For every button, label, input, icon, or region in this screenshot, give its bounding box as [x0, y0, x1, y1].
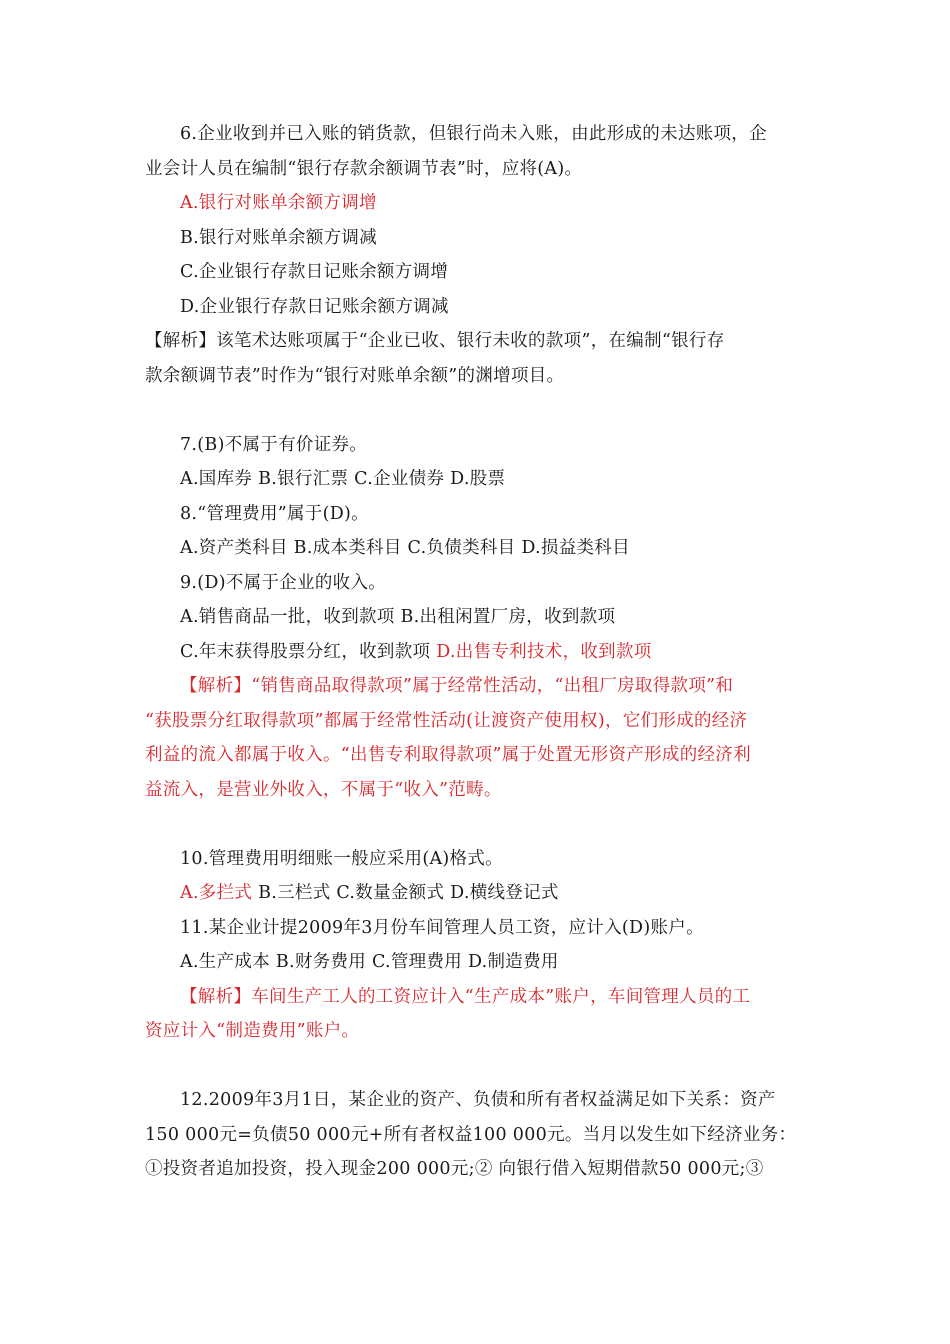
q7-stem: 7.(B)不属于有价证券。: [180, 435, 368, 455]
q8-stem: 8.“管理费用”属于(D)。: [180, 504, 369, 524]
q11-analysis-line2: 资应计入“制造费用”账户。: [145, 1021, 360, 1041]
q12-line1: 12.2009年3月1日，某企业的资产、负债和所有者权益满足如下关系：资产: [180, 1090, 776, 1110]
q8-options: A.资产类科目 B.成本类科目 C.负债类科目 D.损益类科目: [180, 538, 630, 558]
q6-analysis-line2: 款余额调节表”时作为“银行对账单余额”的渊增项目。: [145, 366, 565, 386]
q9-options-line2: [180, 640, 652, 664]
q6-analysis-line1: 【解析】该笔术达账项属于“企业已收、银行未收的款项”，在编制“银行存: [145, 331, 725, 351]
q10-stem: 10.管理费用明细账一般应采用(A)格式。: [180, 849, 503, 869]
q11-options: A.生产成本 B.财务费用 C.管理费用 D.制造费用: [180, 952, 559, 972]
q9-stem: 9.(D)不属于企业的收入。: [180, 573, 387, 593]
q9-analysis-line1: 【解析】“销售商品取得款项”属于经常性活动，“出租厂房取得款项”和: [180, 676, 734, 696]
q12-line2: 150 000元=负债50 000元+所有者权益100 000元。当月以发生如下经济业务：: [145, 1125, 797, 1145]
q6-option-b: B.银行对账单余额方调减: [180, 228, 378, 248]
q12-line3: ①投资者追加投资，投入现金200 000元;② 向银行借入短期借款50 000元;③: [145, 1159, 764, 1179]
q6-option-c: C.企业银行存款日记账余额方调增: [180, 262, 449, 282]
q11-stem: 11.某企业计提2009年3月份车间管理人员工资，应计入(D)账户。: [180, 918, 704, 938]
q9-analysis-line3: 利益的流入都属于收入。“出售专利取得款项”属于处置无形资产形成的经济利: [145, 745, 751, 765]
q9-option-d: D.出售专利技术，收到款项: [436, 642, 652, 662]
q9-option-c: C.年末获得股票分红，收到款项: [180, 642, 437, 662]
q7-options: A.国库券 B.银行汇票 C.企业债券 D.股票: [180, 469, 506, 489]
q10-options-rest: B.三栏式 C.数量金额式 D.横线登记式: [252, 883, 559, 903]
q9-analysis-line2: “获股票分红取得款项”都属于经常性活动(让渡资产使用权)，它们形成的经济: [145, 711, 748, 731]
q10-options: [180, 881, 559, 905]
q10-option-a: A.多拦式: [180, 883, 253, 903]
q6-option-d: D.企业银行存款日记账余额方调减: [180, 297, 449, 317]
q6-stem-line1: 6.企业收到并已入账的销货款，但银行尚未入账，由此形成的未达账项，企: [180, 124, 767, 144]
q11-analysis-line1: 【解析】车间生产工人的工资应计入“生产成本”账户，车间管理人员的工: [180, 987, 751, 1007]
q6-option-a: A.银行对账单余额方调增: [180, 193, 377, 213]
q9-analysis-line4: 益流入，是营业外收入，不属于“收入”范畴。: [145, 780, 502, 800]
q9-options-line1: A.销售商品一批，收到款项 B.出租闲置厂房，收到款项: [180, 607, 616, 627]
q6-stem-line2: 业会计人员在编制“银行存款余额调节表”时，应将(A)。: [145, 159, 583, 179]
